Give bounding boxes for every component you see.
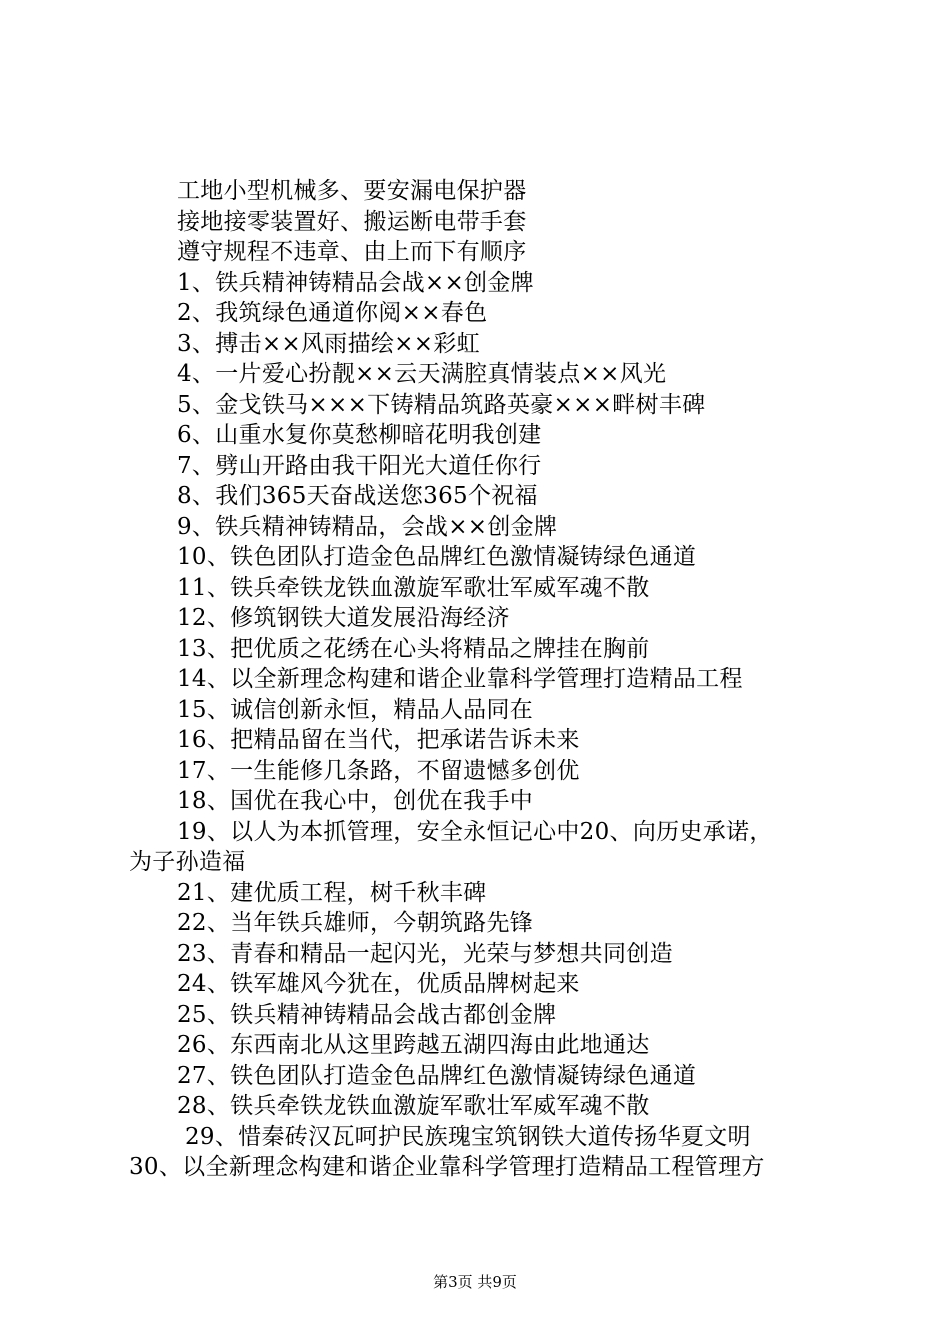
text-line: 3、搏击××风雨描绘××彩虹 — [177, 330, 480, 357]
text-line: 4、一片爱心扮靓××云天满腔真情装点××风光 — [177, 361, 667, 387]
text-line: 25、铁兵精神铸精品会战古都创金牌 — [177, 1001, 557, 1028]
text-line: 7、劈山开路由我干阳光大道任你行 — [177, 452, 542, 479]
text-line: 接地接零装置好、搬运断电带手套 — [177, 208, 527, 235]
text-line: 11、铁兵牵铁龙铁血激旋军歌壮军威军魂不散 — [177, 574, 650, 601]
text-line: 14、以全新理念构建和谐企业靠科学管理打造精品工程 — [177, 666, 743, 692]
text-line: 工地小型机械多、要安漏电保护器 — [177, 178, 527, 204]
text-line-continuation: 为子孙造福 — [129, 849, 246, 875]
text-line: 17、一生能修几条路，不留遗憾多创优 — [177, 757, 580, 784]
document-body — [129, 176, 839, 1183]
text-line: 6、山重水复你莫愁柳暗花明我创建 — [177, 422, 542, 448]
page-number-footer: 第3页 共9页 — [433, 1273, 517, 1291]
text-line: 2、我筑绿色通道你阅××春色 — [177, 300, 488, 326]
text-line: 24、铁军雄风今犹在，优质品牌树起来 — [177, 971, 580, 997]
text-line: 12、修筑钢铁大道发展沿海经济 — [177, 605, 510, 631]
text-line: 15、诚信创新永恒，精品人品同在 — [177, 696, 534, 723]
text-line: 29、惜秦砖汉瓦呵护民族瑰宝筑钢铁大道传扬华夏文明 — [185, 1123, 751, 1150]
text-line: 9、铁兵精神铸精品，会战××创金牌 — [177, 513, 558, 540]
text-line: 遵守规程不违章、由上而下有顺序 — [177, 239, 527, 265]
text-line: 27、铁色团队打造金色品牌红色激情凝铸绿色通道 — [177, 1062, 697, 1089]
text-line-wrapped: 19、以人为本抓管理，安全永恒记心中20、向历史承诺， — [177, 818, 773, 845]
text-line: 21、建优质工程，树千秋丰碑 — [177, 879, 487, 906]
text-line: 30、以全新理念构建和谐企业靠科学管理打造精品工程管理方 — [129, 1154, 765, 1180]
text-line: 18、国优在我心中，创优在我手中 — [177, 788, 534, 814]
text-line: 22、当年铁兵雄师，今朝筑路先锋 — [177, 910, 534, 936]
text-line: 16、把精品留在当代，把承诺告诉未来 — [177, 727, 580, 753]
text-line: 28、铁兵牵铁龙铁血激旋军歌壮军威军魂不散 — [177, 1093, 650, 1119]
text-line: 10、铁色团队打造金色品牌红色激情凝铸绿色通道 — [177, 544, 697, 570]
text-line: 8、我们365天奋战送您365个祝福 — [177, 483, 538, 509]
text-line: 26、东西南北从这里跨越五湖四海由此地通达 — [177, 1032, 650, 1058]
text-line: 1、铁兵精神铸精品会战××创金牌 — [177, 269, 534, 296]
text-line: 23、青春和精品一起闪光，光荣与梦想共同创造 — [177, 940, 673, 967]
text-line: 13、把优质之花绣在心头将精品之牌挂在胸前 — [177, 635, 650, 662]
text-line: 5、金戈铁马×××下铸精品筑路英豪×××畔树丰碑 — [177, 391, 706, 418]
